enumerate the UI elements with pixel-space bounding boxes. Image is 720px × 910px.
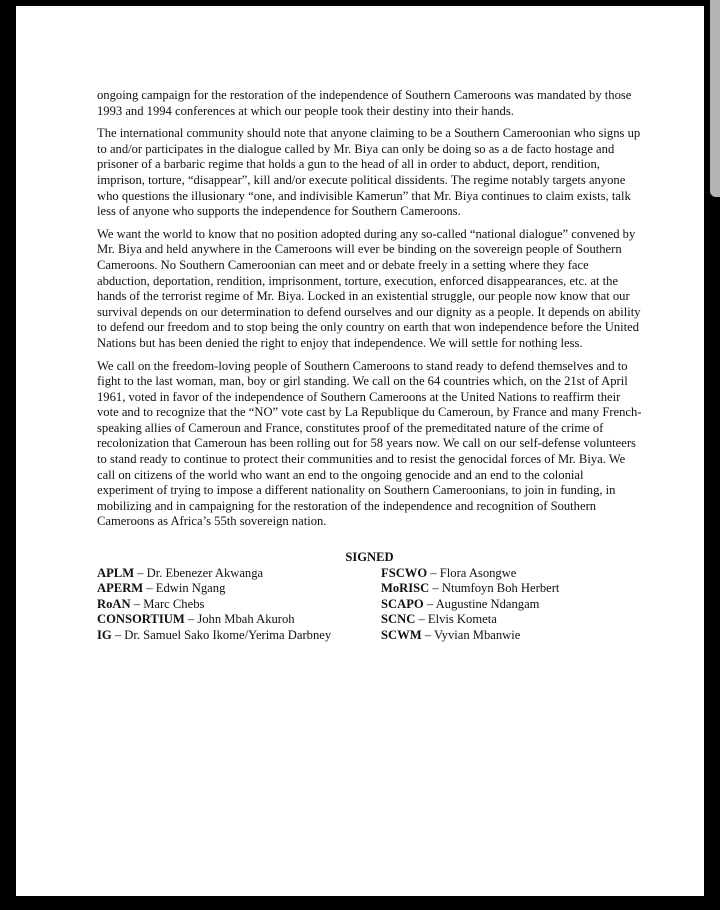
paragraph-3: We want the world to know that no position adopted during any so-called “national dialogue” convened by Mr. Biya and held anywhere in the Cameroons will ever be binding on the sovereign people of Southern Cameroons. No Southern Cameroonian can meet and or debate freely in a setting where they face abduction, deportation, rendition, imprisonment, torture, execution, enforced disappearances, etc. at the hands of the terrorist regime of Mr. Biya. Locked in an existential struggle, our people now know that our survival depends on our determination to defend ourselves and our dignity as a people. It depends on ability to defend our freedom and to stop being the only country on earth that won independence before the United Nations but has been denied the right to enjoy that independence. We will settle for nothing less. [97,226,641,350]
signer-org: SCWM [381,628,422,642]
signer-org: CONSORTIUM [97,612,185,627]
document-body [97,88,642,644]
signer [381,628,642,644]
signed-heading: SIGNED [345,550,394,565]
signer-name: – Dr. Samuel Sako Ikome/Yerima Darbney [111,628,332,642]
signer [381,612,642,628]
signer-org: MoRISC [381,581,430,596]
signer-name: – Ntumfoyn Boh Herbert [429,581,560,596]
paragraph-1: ongoing campaign for the restoration of the independence of Southern Cameroons was mandated by those 1993 and 1994 conferences at which our people took their destiny into their hands. [97,88,632,118]
signer-name: – Edwin Ngang [143,581,226,596]
signer-name: – Dr. Ebenezer Akwanga [134,565,264,580]
signer-org: SCNC [381,612,416,627]
signer [381,566,642,582]
signer-org: APLM [97,565,135,580]
signer-name: – John Mbah Akuroh [184,612,295,627]
scrollbar-thumb[interactable] [710,0,720,197]
signer-org: RoAN [97,596,131,611]
signer [97,597,381,613]
signer [381,597,642,613]
signer [97,612,381,628]
paragraph-2: The international community should note that anyone claiming to be a Southern Cameroonian who signs up to and/or participates in the dialogue called by Mr. Biya can only be doing so as a de facto hostage and prisoner of a barbaric regime that holds a gun to the head of all in order to abduct, deport, rendition, imprison, torture, “disappear”, kill and/or execute political dissidents. The regime notably targets anyone who questions the illusionary “one, and indivisible Kamerun” that Mr. Biya continues to claim exists, talk less of anyone who supports the independence for Southern Cameroons. [97,126,641,219]
signer [97,628,381,644]
signatories [97,566,642,644]
signer [381,581,642,597]
signer-org: SCAPO [381,596,424,611]
signer-name: – Flora Asongwe [427,565,517,580]
document-page [16,6,704,896]
signatories-right-column [381,566,642,644]
signer [97,566,381,582]
signer-org: FSCWO [381,565,428,580]
signer-name: – Elvis Kometa [415,612,497,627]
paragraph-4: We call on the freedom-loving people of Southern Cameroons to stand ready to defend themselves and to fight to the last woman, man, boy or girl standing. We call on the 64 countries which, on the 21st of April 1961, voted in favor of the independence of Southern Cameroons at the United Nations to reaffirm their vote and to recognize that the “NO” vote cast by La Republique du Cameroun, by France and many French-speaking allies of Cameroun and France, constitutes proof of the premeditated nature of the crime of recolonization that Cameroun has been rolling out for 58 years now. We call on our self-defense volunteers to stand ready to continue to protect their communities and to resist the genocidal forces of Mr. Biya. We call on citizens of the world who want an end to the ongoing genocide and an end to the colonial experiment of trying to impose a different nationality on Southern Cameroonians, to join in funding, in mobilizing and in campaigning for the restoration of the independence and recognition of Southern Cameroons as Africa’s 55th sovereign nation. [97,358,642,529]
signer-name: – Vyvian Mbanwie [421,628,521,642]
signer-org: APERM [97,581,144,596]
signer-name: – Augustine Ndangam [423,596,540,611]
signatories-left-column [97,566,381,644]
signer [97,581,381,597]
signer-name: – Marc Chebs [130,596,205,611]
signer-org: IG [97,628,112,642]
